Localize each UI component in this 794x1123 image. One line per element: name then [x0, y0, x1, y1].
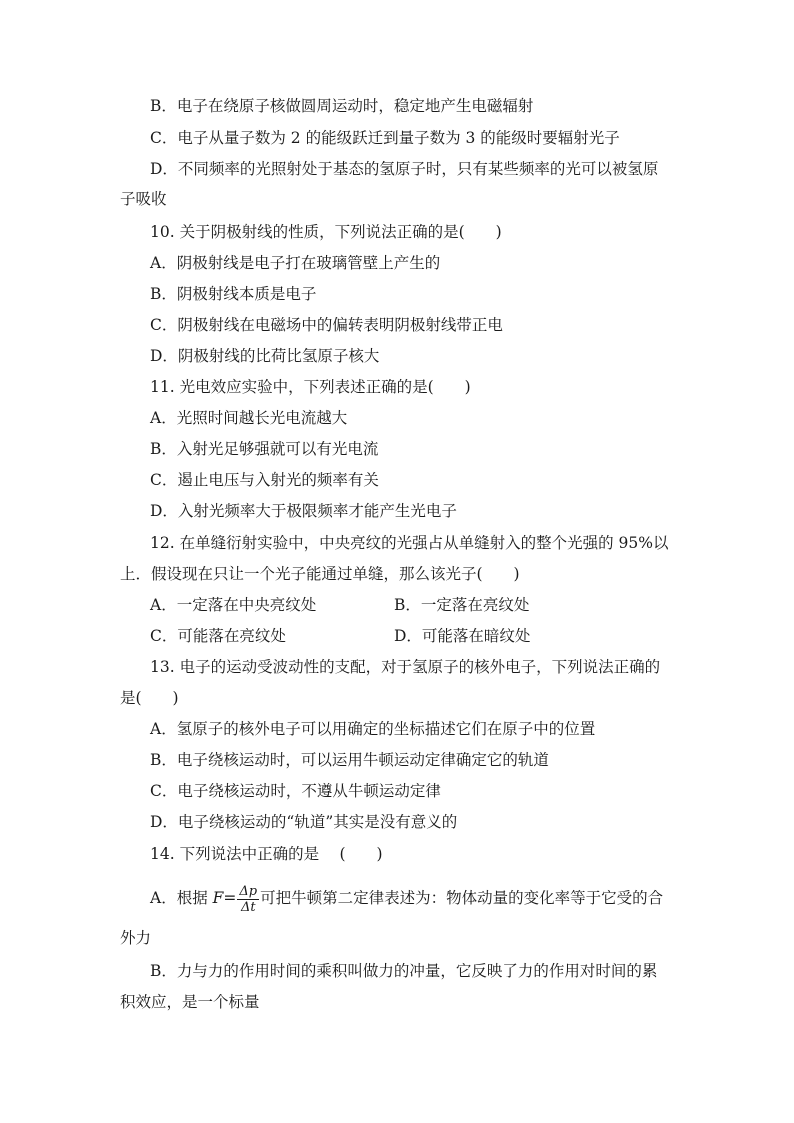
q13-stem-cont: 是( ): [120, 689, 179, 707]
q14-option-a-cont: 外力: [120, 929, 152, 947]
q14-option-a-text: 可把牛顿第二定律表述为：物体动量的变化率等于它受的合: [260, 889, 664, 907]
q12-option-a: A．一定落在中央亮纹处: [150, 596, 317, 614]
q11-stem: 11. 光电效应实验中，下列表述正确的是( ): [150, 378, 471, 396]
q10-option-a: A．阴极射线是电子打在玻璃管壁上产生的: [150, 254, 441, 272]
q14-option-a: [150, 876, 710, 920]
q10-option-d: D．阴极射线的比荷比氢原子核大: [150, 347, 380, 365]
q13-option-a: A．氢原子的核外电子可以用确定的坐标描述它们在原子中的位置: [150, 720, 596, 738]
q9-option-b: B．电子在绕原子核做圆周运动时，稳定地产生电磁辐射: [150, 97, 534, 115]
q12-option-d: D．可能落在暗纹处: [394, 627, 531, 645]
formula-fraction: [237, 884, 259, 915]
q13-option-c: C．电子绕核运动时，不遵从牛顿运动定律: [150, 782, 441, 800]
q10-option-b: B．阴极射线本质是电子: [150, 285, 317, 303]
q12-option-c: C．可能落在亮纹处: [150, 627, 286, 645]
q9-option-c: C．电子从量子数为 2 的能级跃迁到量子数为 3 的能级时要辐射光子: [150, 129, 620, 147]
q13-option-b: B．电子绕核运动时，可以运用牛顿运动定律确定它的轨道: [150, 751, 549, 769]
q11-option-c: C．遏止电压与入射光的频率有关: [150, 471, 379, 489]
q13-option-d: D．电子绕核运动的“轨道”其实是没有意义的: [150, 813, 458, 831]
q11-option-a: A．光照时间越长光电流越大: [150, 409, 348, 427]
q11-option-b: B．入射光足够强就可以有光电流: [150, 440, 379, 458]
formula-denominator: Δt: [240, 899, 256, 915]
q12-option-b: B．一定落在亮纹处: [394, 596, 530, 614]
q12-stem: 12. 在单缝衍射实验中，中央亮纹的光强占从单缝射入的整个光强的 95%以: [150, 534, 669, 552]
q13-stem: 13. 电子的运动受波动性的支配，对于氢原子的核外电子，下列说法正确的: [150, 658, 661, 676]
q12-stem-cont: 上．假设现在只让一个光子能通过单缝，那么该光子( ): [120, 565, 520, 583]
q11-option-d: D．入射光频率大于极限频率才能产生光电子: [150, 502, 457, 520]
q10-option-c: C．阴极射线在电磁场中的偏转表明阴极射线带正电: [150, 316, 503, 334]
q9-option-d-cont: 子吸收: [120, 190, 167, 208]
formula-force-var: F: [212, 889, 224, 907]
q14-option-b-cont: 积效应，是一个标量: [120, 993, 260, 1011]
formula-equals: =: [223, 889, 237, 907]
q14-option-a-prefix: A．根据: [150, 889, 213, 907]
q9-option-d: D．不同频率的光照射处于基态的氢原子时，只有某些频率的光可以被氢原: [150, 160, 659, 178]
formula-numerator: Δp: [239, 883, 258, 899]
q14-stem: 14. 下列说法中正确的是 ( ): [150, 845, 383, 863]
q10-stem: 10. 关于阴极射线的性质，下列说法正确的是( ): [150, 223, 502, 241]
q14-option-b: B．力与力的作用时间的乘积叫做力的冲量，它反映了力的作用对时间的累: [150, 962, 658, 980]
